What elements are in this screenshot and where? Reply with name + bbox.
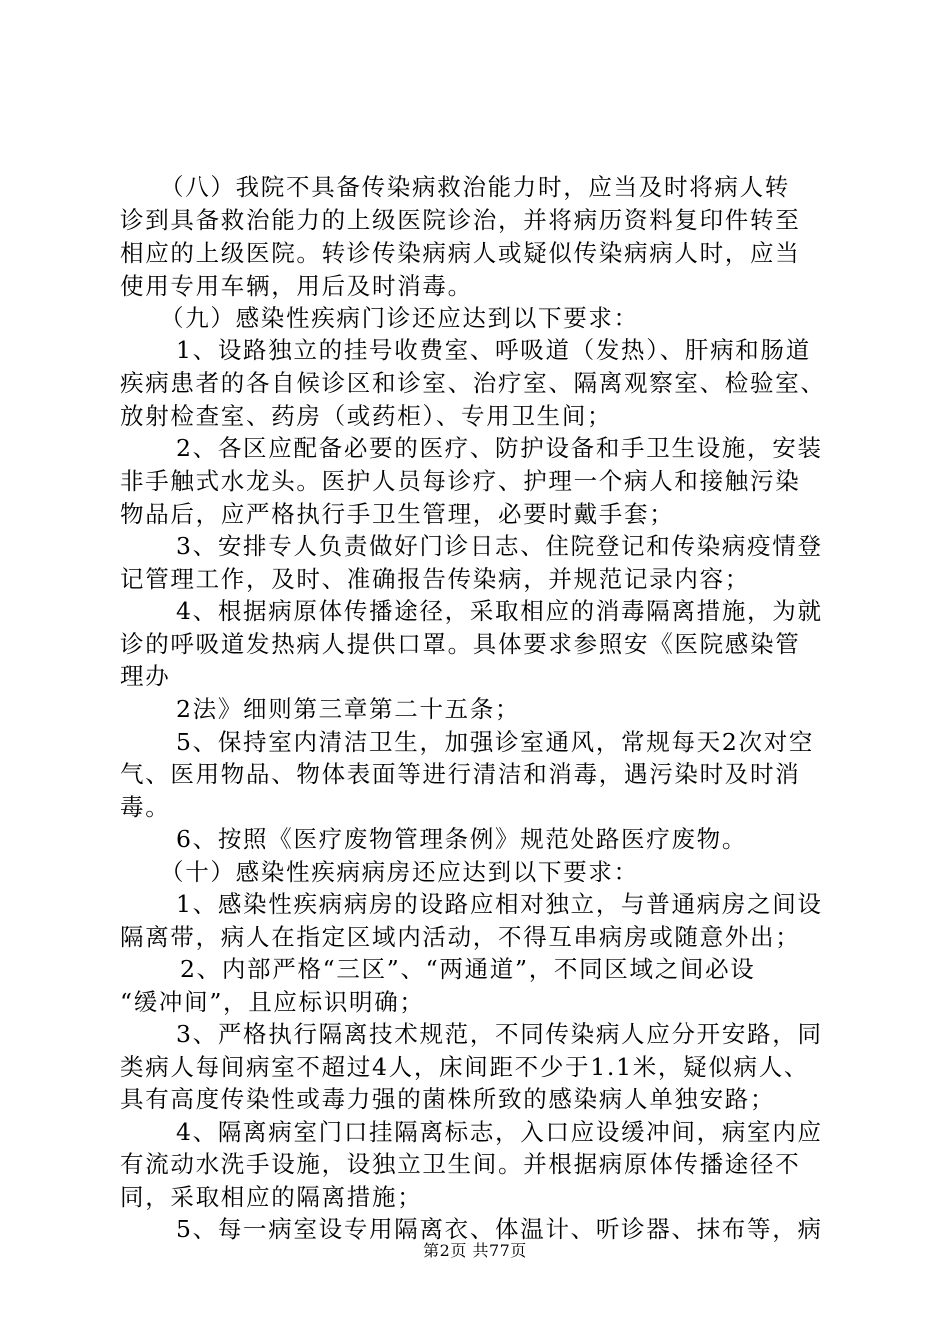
text-line-24: 隔离带，病人在指定区域内活动，不得互串病房或随意外出； xyxy=(120,923,801,951)
text-line-18: 5、保持室内清洁卫生，加强诊室通风，常规每天2次对空 xyxy=(176,728,815,756)
text-line-29: 具有高度传染性或毒力强的菌株所致的感染病人单独安路； xyxy=(120,1085,776,1113)
text-line-7: 疾病患者的各自候诊区和诊室、治疗室、隔离观察室、检验室、 xyxy=(120,369,826,397)
text-line-20: 毒。 xyxy=(120,793,171,821)
text-line-32: 同，采取相应的隔离措施； xyxy=(120,1183,423,1211)
text-line-12: 3、安排专人负责做好门诊日志、住院登记和传染病疫情登 xyxy=(176,532,823,560)
page-number: 第2页 共77页 xyxy=(423,1241,527,1260)
text-line-11: 物品后，应严格执行手卫生管理，必要时戴手套； xyxy=(120,500,675,528)
text-line-13: 记管理工作，及时、准确报告传染病，并规范记录内容； xyxy=(120,565,750,593)
text-line-3: 相应的上级医院。转诊传染病病人或疑似传染病病人时，应当 xyxy=(120,239,801,267)
text-line-9: 2、各区应配备必要的医疗、防护设备和手卫生设施，安装 xyxy=(176,434,823,462)
text-line-10: 非手触式水龙头。医护人员每诊疗、护理一个病人和接触污染 xyxy=(120,467,801,495)
text-line-27: 3、严格执行隔离技术规范，不同传染病人应分开安路，同 xyxy=(176,1020,823,1048)
text-line-25: 2、内部严格“三区”、“两通道”，不同区域之间必设 xyxy=(180,955,756,983)
text-line-22: （十）感染性疾病病房还应达到以下要求： xyxy=(160,858,639,886)
text-line-1: （八）我院不具备传染病救治能力时，应当及时将病人转 xyxy=(160,173,790,201)
text-line-8: 放射检查室、药房（或药柜）、专用卫生间； xyxy=(120,402,613,430)
text-line-31: 有流动水洗手设施，设独立卫生间。并根据病原体传播途径不 xyxy=(120,1150,801,1178)
text-line-5: （九）感染性疾病门诊还应达到以下要求： xyxy=(160,304,639,332)
text-line-30: 4、隔离病室门口挂隔离标志，入口应设缓冲间，病室内应 xyxy=(176,1118,823,1146)
text-line-21: 6、按照《医疗废物管理条例》规范处路医疗废物。 xyxy=(176,825,748,853)
text-line-33: 5、每一病室设专用隔离衣、体温计、听诊器、抹布等，病 xyxy=(176,1215,823,1243)
text-line-14: 4、根据病原体传播途径，采取相应的消毒隔离措施，为就 xyxy=(176,597,823,625)
text-line-23: 1、感染性疾病病房的设路应相对独立，与普通病房之间设 xyxy=(176,890,823,918)
text-line-17: 2法》细则第三章第二十五条； xyxy=(176,695,521,723)
text-line-6: 1、设路独立的挂号收费室、呼吸道（发热）、肝病和肠道 xyxy=(176,336,811,364)
text-line-19: 气、医用物品、物体表面等进行清洁和消毒，遇污染时及时消 xyxy=(120,760,801,788)
text-line-28: 类病人每间病室不超过4人，床间距不少于1.1米，疑似病人、 xyxy=(120,1053,810,1081)
text-line-4: 使用专用车辆，用后及时消毒。 xyxy=(120,272,473,300)
text-line-16: 理办 xyxy=(120,662,171,690)
text-line-26: “缓冲间”，且应标识明确； xyxy=(120,988,425,1016)
text-line-2: 诊到具备救治能力的上级医院诊治，并将病历资料复印件转至 xyxy=(120,206,801,234)
text-line-15: 诊的呼吸道发热病人提供口罩。具体要求参照安《医院感染管 xyxy=(120,630,801,658)
